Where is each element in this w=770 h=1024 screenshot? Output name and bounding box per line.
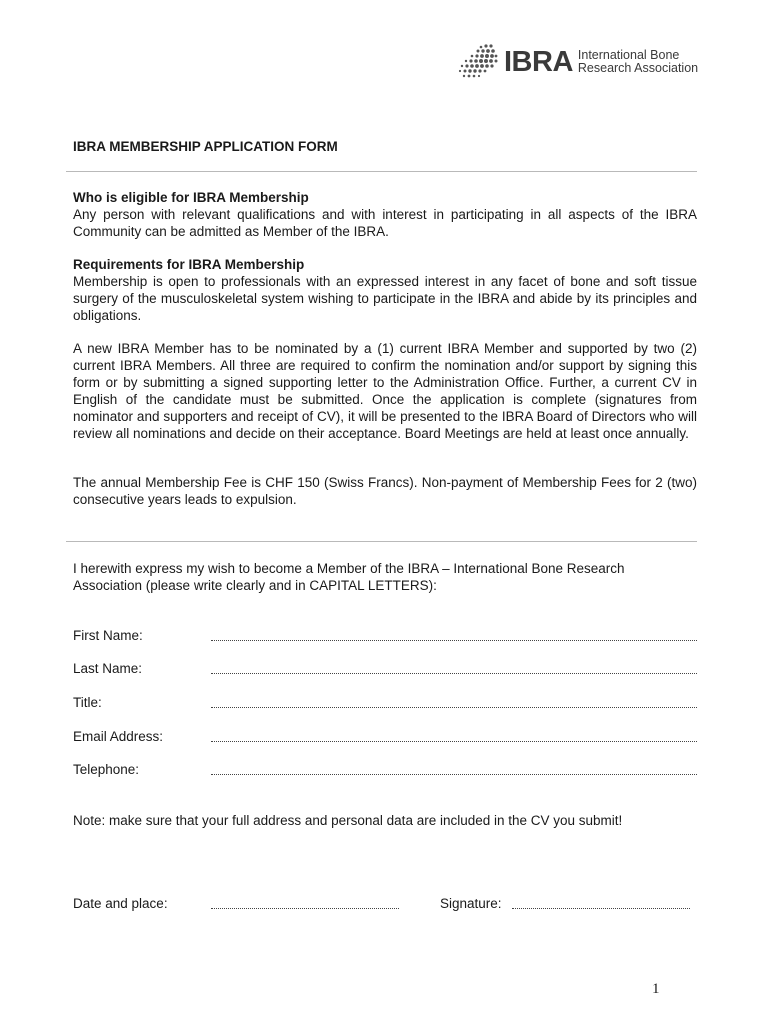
declaration-text: I herewith express my wish to become a Member of the IBRA – International Bone Research Association (please write clearly and in CAPITAL LETTERS): [73, 561, 625, 593]
requirements-section [73, 256, 697, 324]
membership-fee-text: The annual Membership Fee is CHF 150 (Swiss Francs). Non-payment of Membership Fees for 2 (two) consecutive years leads to expulsion. [73, 475, 697, 507]
first-name-field[interactable] [211, 640, 697, 641]
email-field[interactable] [211, 741, 697, 742]
form-title: IBRA MEMBERSHIP APPLICATION FORM [73, 139, 338, 154]
telephone-field[interactable] [211, 774, 697, 775]
requirements-text-2: A new IBRA Member has to be nominated by a (1) current IBRA Member and supported by two (2) current IBRA Members. All three are required to confirm the nomination and/or support by signing this form or by submitting a signed supporting letter to the Administration Office. Further, a current CV in English of the candidate must be submitted. Once the application is complete (signatures from nominator and supporters and receipt of CV), it will be presented to the IBRA Board of Directors who will review all nominations and decide on their acceptance. Board Meetings are held at least once annually. [73, 341, 697, 441]
title-label: Title: [73, 695, 102, 710]
divider-top [66, 171, 697, 172]
requirements-heading: Requirements for IBRA Membership [73, 257, 305, 272]
cv-note: Note: make sure that your full address and personal data are included in the CV you submit! [73, 813, 623, 828]
telephone-label: Telephone: [73, 762, 140, 777]
signature-field[interactable] [512, 908, 690, 909]
divider-middle [66, 541, 697, 542]
last-name-label: Last Name: [73, 661, 143, 676]
eligibility-heading: Who is eligible for IBRA Membership [73, 190, 309, 205]
eligibility-text: Any person with relevant qualifications and with interest in participating in all aspects of the IBRA Community can be admitted as Member of the IBRA. [73, 207, 697, 239]
title-field[interactable] [211, 707, 697, 708]
page-number: 1 [652, 981, 660, 997]
date-place-label: Date and place: [73, 896, 168, 911]
logo-subtitle [578, 49, 698, 75]
logo-wordmark: IBRA [504, 45, 573, 78]
requirements-text-1: Membership is open to professionals with an expressed interest in any facet of bone and soft tissue surgery of the musculoskeletal system wishing to participate in the IBRA and abide by its principles and obligations. [73, 274, 697, 323]
eligibility-section [73, 189, 697, 240]
first-name-label: First Name: [73, 628, 143, 643]
signature-label: Signature: [440, 896, 502, 911]
logo-subtitle-line1: International Bone [577, 48, 680, 62]
last-name-field[interactable] [211, 673, 697, 674]
dotted-globe-icon [456, 42, 500, 82]
logo-subtitle-line2: Research Association [577, 61, 699, 75]
email-label: Email Address: [73, 729, 164, 744]
date-place-field[interactable] [211, 908, 399, 909]
ibra-logo [456, 42, 698, 82]
